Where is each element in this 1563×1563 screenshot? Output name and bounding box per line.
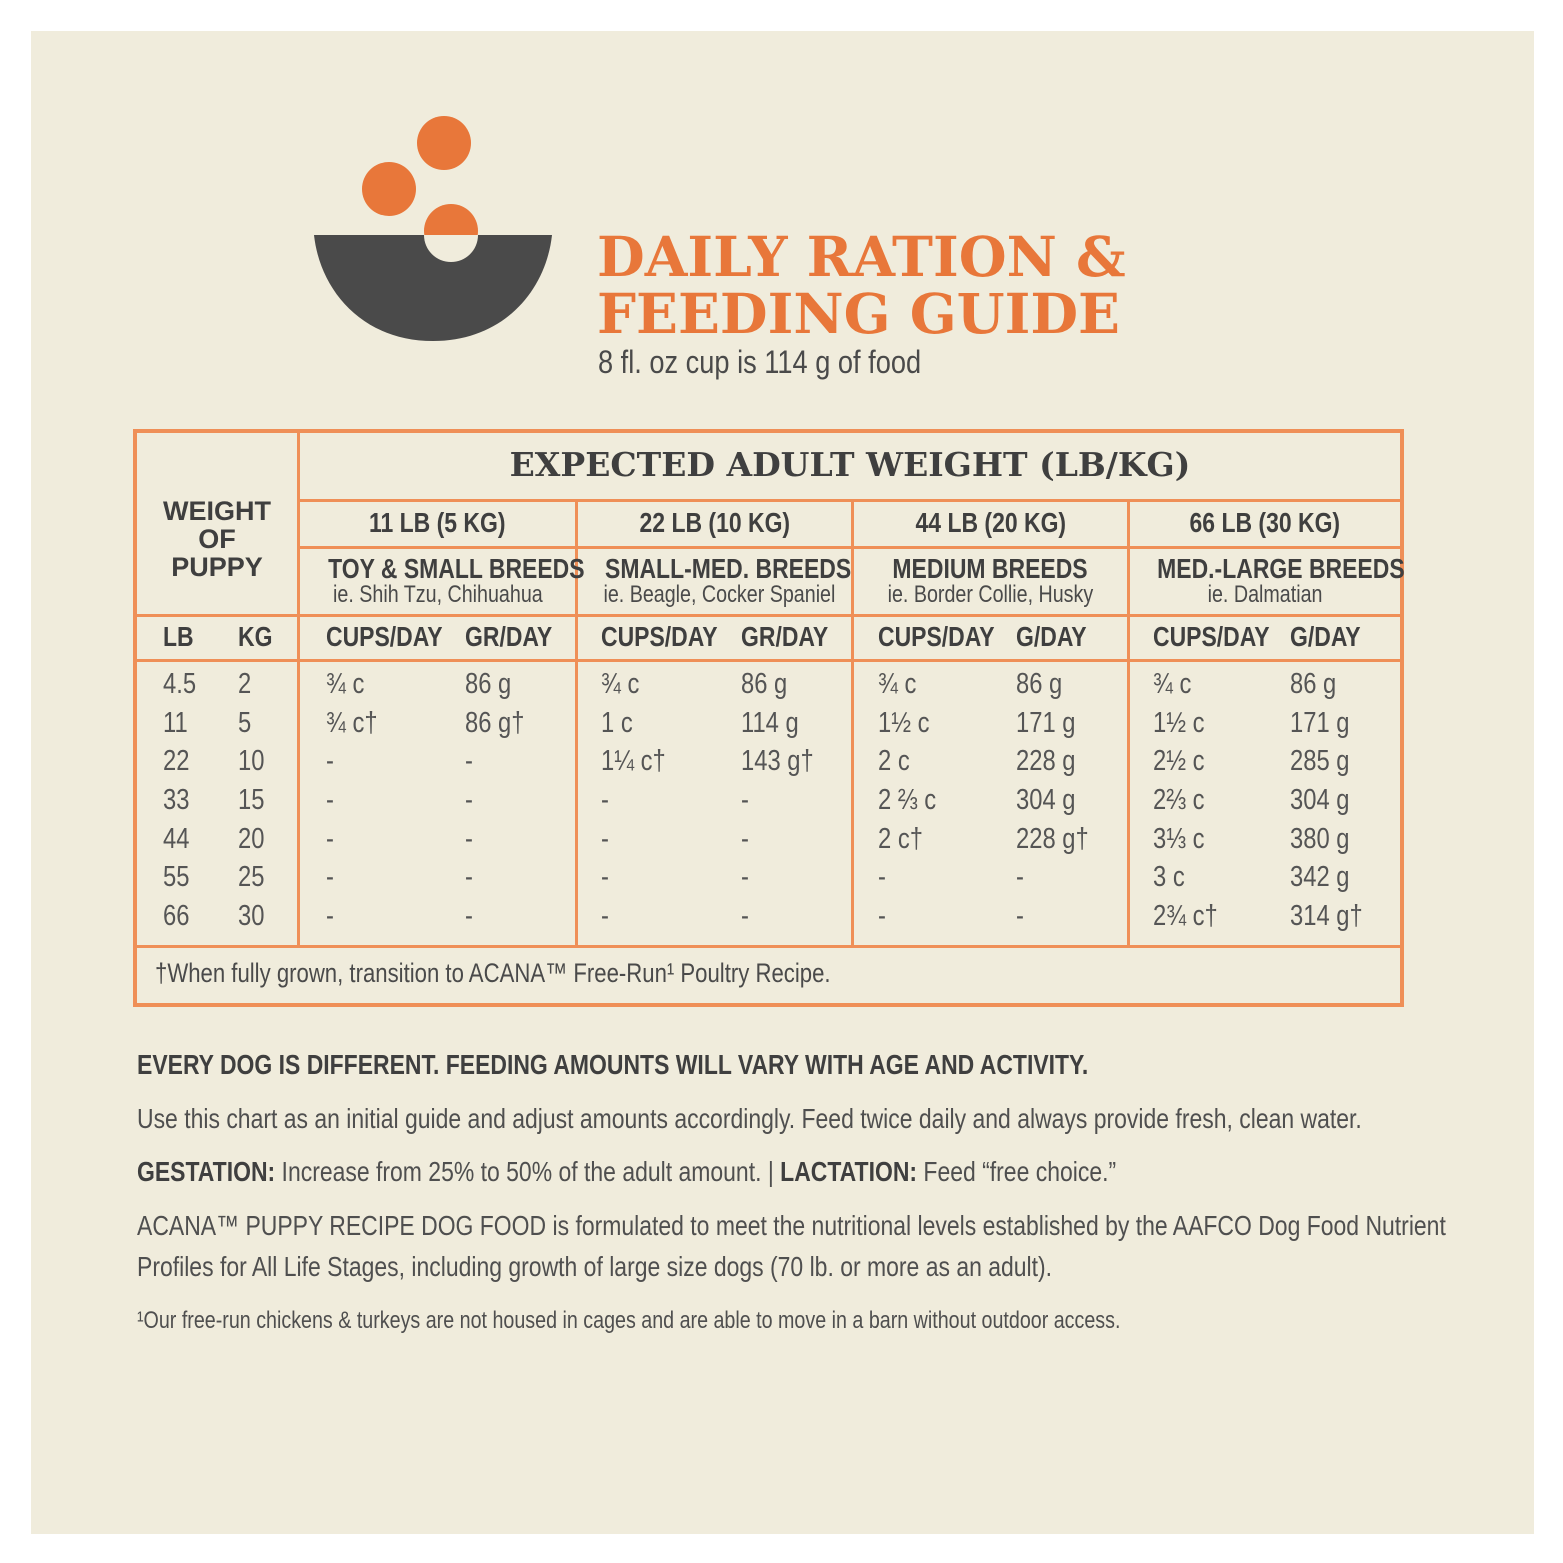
puppy-heading-line: OF: [198, 524, 236, 554]
cups-column-header: CUPS/DAY: [1153, 621, 1270, 652]
grams-cell: -: [465, 745, 473, 777]
kibble-left: [362, 162, 416, 216]
lb-column-header: LB: [163, 621, 194, 652]
grams-cell: 304 g: [1016, 784, 1076, 816]
grams-cell: -: [1016, 861, 1024, 893]
grams-cell: 171 g: [1290, 707, 1350, 739]
cups-cell: -: [326, 900, 334, 932]
gestation-label: GESTATION:: [137, 1156, 276, 1187]
grams-cell: 304 g: [1290, 784, 1350, 816]
divider-h: [135, 614, 1400, 617]
grams-cell: -: [741, 900, 749, 932]
grams-cell: 143 g†: [741, 745, 814, 777]
cups-cell: 2 c†: [878, 823, 923, 855]
lb-cell: 44: [163, 823, 190, 855]
lb-cell: 4.5: [163, 668, 197, 700]
divider-h: [135, 659, 1400, 662]
grams-cell: 86 g: [1016, 668, 1063, 700]
kg-cell: 15: [238, 784, 265, 816]
guide-text: Use this chart as an initial guide and adjust amounts accordingly. Feed twice daily and always provide fresh, clean water.: [137, 1103, 1362, 1134]
lb-cell: 22: [163, 745, 190, 777]
grams-cell: 86 g: [741, 668, 788, 700]
kg-cell: 5: [238, 707, 252, 739]
cups-cell: ¾ c: [601, 668, 640, 700]
grams-column-header: G/DAY: [1290, 621, 1361, 652]
cups-cell: -: [601, 823, 609, 855]
cups-cell: -: [601, 861, 609, 893]
grams-cell: 228 g: [1016, 745, 1076, 777]
breed-size-label: TOY & SMALL BREEDS: [328, 553, 585, 584]
grams-cell: 314 g†: [1290, 900, 1363, 932]
cups-column-header: CUPS/DAY: [601, 621, 718, 652]
kg-cell: 2: [238, 668, 252, 700]
aafco-statement-line-2: Profiles for All Life Stages, including growth of large size dogs (70 lb. or more as an adult).: [137, 1251, 1053, 1282]
variation-heading: EVERY DOG IS DIFFERENT. FEEDING AMOUNTS WILL VARY WITH AGE AND ACTIVITY.: [137, 1049, 1089, 1080]
puppy-heading-line: WEIGHT: [163, 496, 271, 526]
free-run-footnote: ¹Our free-run chickens & turkeys are not housed in cages and are able to move in a barn without outdoor access.: [137, 1307, 1121, 1334]
aafco-statement-line-1: ACANA™ PUPPY RECIPE DOG FOOD is formulated to meet the nutritional levels established by the AAFCO Dog Food Nutrient: [137, 1210, 1446, 1241]
grams-cell: -: [741, 861, 749, 893]
grams-cell: 86 g†: [465, 707, 525, 739]
group-weight-label: 44 LB (20 KG): [915, 507, 1066, 538]
grams-cell: 86 g: [1290, 668, 1337, 700]
kibble-top: [417, 116, 471, 170]
cups-cell: ¾ c: [1153, 668, 1192, 700]
grams-cell: 380 g: [1290, 823, 1350, 855]
cups-cell: 3⅓ c: [1153, 823, 1205, 855]
cups-cell: 2 c: [878, 745, 910, 777]
cups-cell: 1 c: [601, 707, 633, 739]
lb-cell: 11: [163, 707, 188, 739]
cups-cell: -: [326, 784, 334, 816]
cups-cell: 2⅔ c: [1153, 784, 1205, 816]
gestation-lactation-text: [137, 1156, 1331, 1188]
divider-h: [298, 546, 1400, 549]
grams-column-header: GR/DAY: [465, 621, 553, 652]
cups-cell: 2 ⅔ c: [878, 784, 937, 816]
grams-cell: 86 g: [465, 668, 512, 700]
grams-cell: 171 g: [1016, 707, 1076, 739]
kg-column-header: KG: [238, 621, 273, 652]
group-weight-label: 22 LB (10 KG): [639, 507, 790, 538]
puppy-heading-line: PUPPY: [171, 552, 263, 582]
title-line-2: FEEDING GUIDE: [597, 281, 1120, 346]
cups-cell: -: [326, 823, 334, 855]
grams-cell: -: [465, 861, 473, 893]
grams-column-header: G/DAY: [1016, 621, 1087, 652]
breed-size-label: MEDIUM BREEDS: [892, 553, 1089, 584]
breed-size-label: SMALL-MED. BREEDS: [605, 553, 852, 584]
cups-cell: ¾ c†: [326, 707, 378, 739]
cups-cell: -: [601, 784, 609, 816]
subtitle: 8 fl. oz cup is 114 g of food: [598, 344, 922, 380]
grams-cell: 285 g: [1290, 745, 1350, 777]
grams-cell: 342 g: [1290, 861, 1350, 893]
grams-cell: -: [741, 823, 749, 855]
cups-cell: 2½ c: [1153, 745, 1205, 777]
grams-cell: -: [465, 823, 473, 855]
cups-cell: 1½ c: [1153, 707, 1205, 739]
cups-cell: -: [326, 861, 334, 893]
grams-cell: -: [1016, 900, 1024, 932]
title-line-1: DAILY RATION &: [597, 224, 1126, 289]
grams-cell: -: [741, 784, 749, 816]
cups-cell: -: [326, 745, 334, 777]
weight-of-puppy-heading: [137, 497, 297, 581]
cups-cell: -: [601, 900, 609, 932]
lactation-text: Feed “free choice.”: [917, 1156, 1117, 1187]
cups-cell: 1½ c: [878, 707, 930, 739]
kg-cell: 10: [238, 745, 265, 777]
divider-h: [135, 945, 1400, 948]
cups-column-header: CUPS/DAY: [878, 621, 995, 652]
breed-examples: ie. Border Collie, Husky: [887, 581, 1094, 608]
breed-examples: ie. Beagle, Cocker Spaniel: [603, 581, 836, 608]
grams-cell: -: [465, 900, 473, 932]
lb-cell: 55: [163, 861, 190, 893]
grams-cell: 114 g: [741, 707, 799, 739]
food-bowl-icon: [314, 115, 552, 341]
cups-cell: -: [878, 861, 886, 893]
breed-size-label: MED.-LARGE BREEDS: [1157, 553, 1405, 584]
cups-cell: 2¾ c†: [1153, 900, 1218, 932]
group-weight-label: 11 LB (5 KG): [369, 507, 506, 538]
page-title: [597, 224, 1126, 346]
grams-column-header: GR/DAY: [741, 621, 829, 652]
expected-adult-weight-heading: EXPECTED ADULT WEIGHT (LB/KG): [509, 445, 1191, 484]
breed-examples: ie. Dalmatian: [1207, 581, 1323, 608]
kg-cell: 25: [238, 861, 265, 893]
cups-cell: 1¼ c†: [601, 745, 666, 777]
lb-cell: 33: [163, 784, 190, 816]
kg-cell: 30: [238, 900, 265, 932]
lb-cell: 66: [163, 900, 190, 932]
cups-cell: 3 c: [1153, 861, 1185, 893]
table-footnote: †When fully grown, transition to ACANA™ Free-Run¹ Poultry Recipe.: [155, 958, 831, 988]
cups-cell: ¾ c: [326, 668, 365, 700]
group-weight-label: 66 LB (30 KG): [1189, 507, 1341, 538]
divider-h: [298, 499, 1400, 502]
gestation-text: Increase from 25% to 50% of the adult amount. |: [275, 1156, 781, 1187]
cups-cell: -: [878, 900, 886, 932]
kg-cell: 20: [238, 823, 265, 855]
breed-examples: ie. Shih Tzu, Chihuahua: [332, 581, 543, 608]
grams-cell: 228 g†: [1016, 823, 1089, 855]
cups-cell: ¾ c: [878, 668, 917, 700]
cups-column-header: CUPS/DAY: [326, 621, 443, 652]
lactation-label: LACTATION:: [780, 1156, 918, 1187]
grams-cell: -: [465, 784, 473, 816]
